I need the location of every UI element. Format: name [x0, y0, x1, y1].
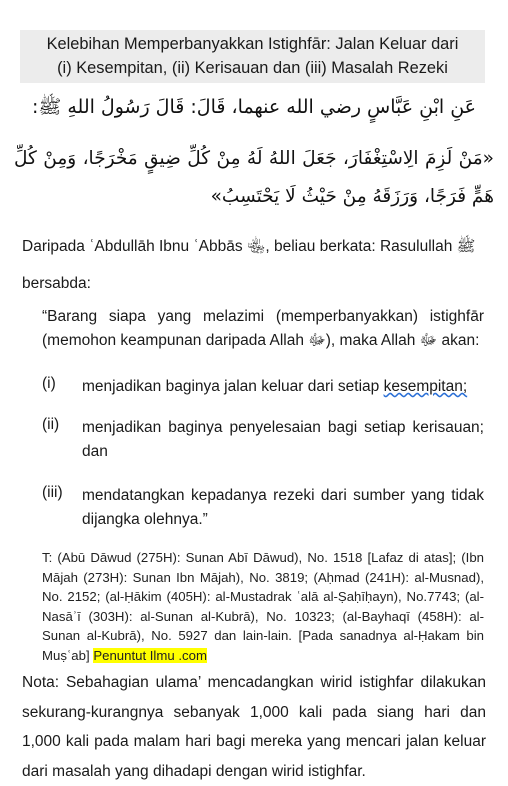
list-item-text: mendatangkan kepadanya rezeki dari sumber yang tidak dijangka olehnya.” — [82, 487, 484, 528]
list-item-text: menjadikan baginya penyelesaian bagi setiap kerisauan; dan — [82, 419, 484, 460]
list-item-body: menjadikan baginya jalan keluar dari setiap — [82, 378, 384, 395]
list-item-number: (i) — [42, 375, 56, 392]
arabic-isnad: عَنِ ابْنِ عَبَّاسٍ رضي الله عنهما، قَالَ: قَالَ رَسُولُ اللهِ ﷺ: — [31, 96, 477, 118]
list-item-text — [82, 375, 484, 399]
list-item-number: (iii) — [42, 484, 63, 501]
reference-text: T: (Abū Dāwud (275H): Sunan Abī Dāwud), No. 1518 [Lafaz di atas]; (Ibn Mājah (273H): Sunan Ibn Mājah), No. 3819; (Aḥmad (241H): al-Musnad), No. 2152; (al-Ḥākim (405H): al-Mustadrak ʿalā al-Ṣaḥīḥayn), No.7743; (al-Nasāʾī (303H): al-Sunan al-Kubrā), No. 10323; (al-Bayhaqī (458H): al-Sunan al-Kubrā), No. 5927 dan lain-lain. [Pada sanadnya al-Ḥakam bin Muṣʿab] — [42, 550, 484, 663]
hadith-translation-quote: “Barang siapa yang melazimi (memperbanyakkan) istighfār (memohon keampunan daripada Allah ﷻ), maka Allah ﷻ akan: — [42, 308, 484, 349]
title-line-2: (i) Kesempitan, (ii) Kerisauan dan (iii) Masalah Rezeki — [57, 59, 448, 77]
title-line-1: Kelebihan Memperbanyakkan Istighfār: Jalan Keluar dari — [46, 35, 459, 53]
underlined-word: kesempitan; — [383, 378, 468, 395]
translation-intro: Daripada ʿAbdullāh Ibnu ʿAbbās ﵄, beliau berkata: Rasulullah ﷺ bersabda: — [22, 238, 476, 292]
highlighted-source: Penuntut Ilmu .com — [93, 647, 207, 663]
page-title — [20, 30, 485, 83]
note-paragraph: Nota: Sebahagian ulama’ mencadangkan wirid istighfar dilakukan sekurang-kurangnya sebanyak 1,000 kali pada siang hari dan 1,000 kali pada malam hari bagi mereka yang mencari jalan keluar dari masalah yang dihadapi dengan wirid istighfar. — [22, 674, 486, 780]
list-item-number: (ii) — [42, 416, 60, 433]
arabic-hadith-text: «مَنْ لَزِمَ الِاسْتِغْفَارَ، جَعَلَ اللهُ لَهُ مِنْ كُلِّ ضِيقٍ مَخْرَجًا، وَمِنْ كُلِّ هَمٍّ فَرَجًا، وَرَزَقَهُ مِنْ حَيْثُ لَا يَحْتَسِبُ» — [14, 148, 494, 207]
hadith-reference — [42, 548, 484, 666]
